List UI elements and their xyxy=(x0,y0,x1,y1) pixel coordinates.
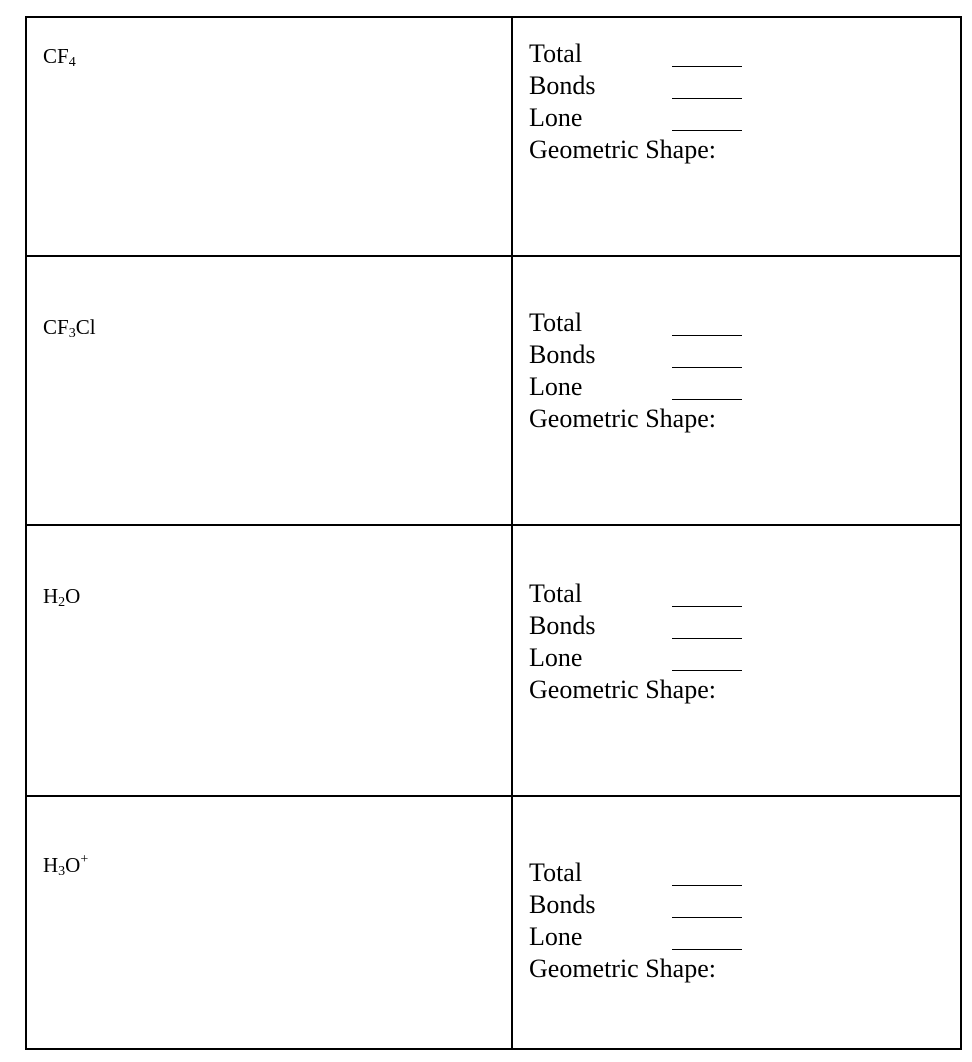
geometric-shape-label: Geometric Shape: xyxy=(529,404,716,433)
lone-label: Lone xyxy=(529,103,583,132)
total-line xyxy=(529,578,789,610)
bonds-blank[interactable] xyxy=(672,367,742,368)
molecule-formula: $H_2O$ xyxy=(43,584,81,610)
answer-cell xyxy=(513,257,960,526)
lone-label: Lone xyxy=(529,643,583,672)
total-label: Total xyxy=(529,579,583,608)
total-label: Total xyxy=(529,39,583,68)
total-blank[interactable] xyxy=(672,885,742,886)
bonds-label: Bonds xyxy=(529,71,596,100)
total-label: Total xyxy=(529,308,583,337)
lone-line xyxy=(529,642,789,674)
lone-blank[interactable] xyxy=(672,399,742,400)
geometric-shape-label: Geometric Shape: xyxy=(529,135,716,164)
bonds-line xyxy=(529,610,789,642)
lone-line xyxy=(529,921,789,953)
bonds-line xyxy=(529,889,789,921)
molecule-formula: $CF_4$ xyxy=(43,44,76,70)
bonds-label: Bonds xyxy=(529,611,596,640)
total-line xyxy=(529,857,789,889)
table-row xyxy=(27,524,960,797)
total-blank[interactable] xyxy=(672,66,742,67)
lone-blank[interactable] xyxy=(672,130,742,131)
molecule-formula: $CF_3Cl$ xyxy=(43,315,96,341)
total-line xyxy=(529,307,789,339)
answer-cell xyxy=(513,797,960,1050)
lone-line xyxy=(529,102,789,134)
bonds-line xyxy=(529,339,789,371)
answer-fields xyxy=(529,857,789,985)
geometric-shape-label: Geometric Shape: xyxy=(529,675,716,704)
geometric-shape-line xyxy=(529,674,789,706)
molecule-cell xyxy=(27,797,513,1050)
answer-fields xyxy=(529,38,789,166)
table-row xyxy=(27,255,960,526)
total-blank[interactable] xyxy=(672,606,742,607)
molecule-formula: $H_3O^+$ xyxy=(43,852,89,879)
bonds-blank[interactable] xyxy=(672,98,742,99)
molecule-cell xyxy=(27,526,513,797)
molecule-cell xyxy=(27,257,513,526)
bonds-blank[interactable] xyxy=(672,917,742,918)
molecule-cell xyxy=(27,18,513,257)
geometric-shape-label: Geometric Shape: xyxy=(529,954,716,983)
total-label: Total xyxy=(529,858,583,887)
table-row xyxy=(27,18,960,257)
worksheet-table xyxy=(25,16,962,1050)
answer-cell xyxy=(513,526,960,797)
geometric-shape-line xyxy=(529,134,789,166)
total-line xyxy=(529,38,789,70)
total-blank[interactable] xyxy=(672,335,742,336)
lone-blank[interactable] xyxy=(672,949,742,950)
bonds-line xyxy=(529,70,789,102)
bonds-blank[interactable] xyxy=(672,638,742,639)
lone-line xyxy=(529,371,789,403)
lone-label: Lone xyxy=(529,372,583,401)
table-row xyxy=(27,795,960,1050)
answer-cell xyxy=(513,18,960,257)
bonds-label: Bonds xyxy=(529,890,596,919)
geometric-shape-line xyxy=(529,953,789,985)
lone-blank[interactable] xyxy=(672,670,742,671)
geometric-shape-line xyxy=(529,403,789,435)
bonds-label: Bonds xyxy=(529,340,596,369)
answer-fields xyxy=(529,307,789,435)
lone-label: Lone xyxy=(529,922,583,951)
answer-fields xyxy=(529,578,789,706)
